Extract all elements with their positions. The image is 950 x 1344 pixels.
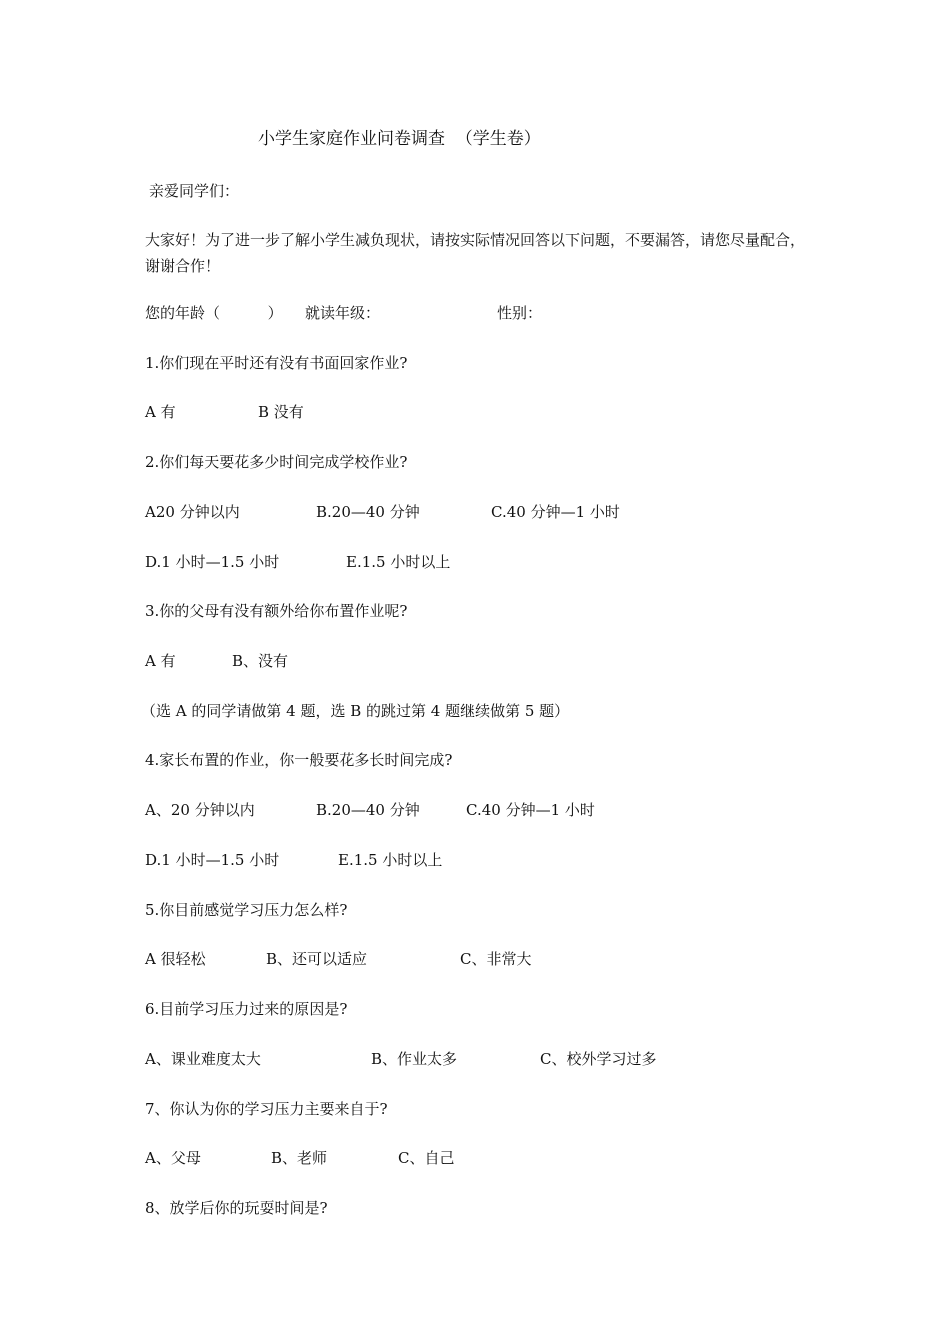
q2-option-a: A20 分钟以内 bbox=[145, 503, 240, 521]
q2-option-b: B.20—40 分钟 bbox=[316, 503, 420, 521]
question-7: 7、你认为你的学习压力主要来自于? bbox=[145, 1100, 388, 1118]
question-5: 5.你目前感觉学习压力怎么样? bbox=[145, 901, 348, 919]
q6-option-a: A、课业难度太大 bbox=[145, 1050, 261, 1068]
intro-paragraph: 大家好！为了进一步了解小学生减负现状，请按实际情况回答以下问题，不要漏答，请您尽量配合，谢谢合作！ bbox=[145, 231, 806, 275]
question-1: 1.你们现在平时还有没有书面回家作业? bbox=[145, 354, 408, 372]
gender-field: 性别： bbox=[497, 304, 543, 322]
q4-option-e: E.1.5 小时以上 bbox=[338, 851, 443, 869]
grade-field: 就读年级： bbox=[305, 304, 381, 322]
q3-option-b: B、没有 bbox=[232, 652, 289, 670]
question-6: 6.目前学习压力过来的原因是? bbox=[145, 1000, 348, 1018]
q7-option-a: A、父母 bbox=[145, 1149, 201, 1167]
q6-option-b: B、作业太多 bbox=[371, 1050, 458, 1068]
q4-option-b: B.20—40 分钟 bbox=[316, 801, 420, 819]
q4-option-d: D.1 小时—1.5 小时 bbox=[145, 851, 280, 869]
q1-option-a: A 有 bbox=[145, 403, 176, 421]
q5-option-c: C、非常大 bbox=[460, 950, 532, 968]
q5-option-b: B、还可以适应 bbox=[266, 950, 368, 968]
age-field: 您的年龄（ ） bbox=[145, 304, 283, 322]
q2-option-e: E.1.5 小时以上 bbox=[346, 553, 451, 571]
q2-option-d: D.1 小时—1.5 小时 bbox=[145, 553, 280, 571]
question-8: 8、放学后你的玩耍时间是? bbox=[145, 1199, 328, 1217]
q1-option-b: B 没有 bbox=[258, 403, 304, 421]
q2-option-c: C.40 分钟—1 小时 bbox=[491, 503, 620, 521]
q6-option-c: C、校外学习过多 bbox=[540, 1050, 657, 1068]
q4-option-c: C.40 分钟—1 小时 bbox=[466, 801, 595, 819]
q5-option-a: A 很轻松 bbox=[145, 950, 206, 968]
q3-option-a: A 有 bbox=[145, 652, 176, 670]
question-2: 2.你们每天要花多少时间完成学校作业? bbox=[145, 453, 408, 471]
document-title: 小学生家庭作业问卷调查 （学生卷） bbox=[258, 129, 541, 149]
question-3: 3.你的父母有没有额外给你布置作业呢? bbox=[145, 602, 408, 620]
q4-option-a: A、20 分钟以内 bbox=[145, 801, 255, 819]
skip-instruction: （选 A 的同学请做第 4 题，选 B 的跳过第 4 题继续做第 5 题） bbox=[141, 702, 570, 720]
greeting: 亲爱同学们： bbox=[149, 182, 240, 200]
question-4: 4.家长布置的作业，你一般要花多长时间完成? bbox=[145, 751, 453, 769]
q7-option-b: B、老师 bbox=[271, 1149, 328, 1167]
q7-option-c: C、自己 bbox=[398, 1149, 455, 1167]
